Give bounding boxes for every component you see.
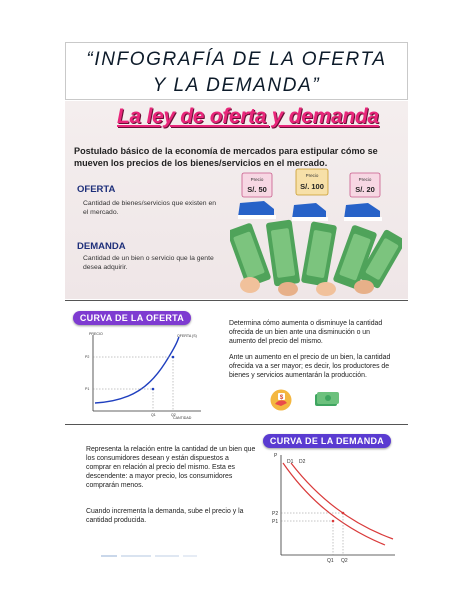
demand-point-2 [342, 512, 345, 515]
demand-label-d1: D1 [287, 459, 294, 465]
demand-curve-chart [261, 449, 401, 565]
demand-curve-title: CURVA DE LA DEMANDA [263, 434, 391, 448]
supply-ylabel: PRECIO [89, 332, 103, 336]
demand-label-d2: D2 [299, 459, 306, 465]
shoe-icon [292, 203, 328, 221]
supply-tick-p1: P1 [85, 387, 90, 391]
demand-text-2: Cuando incrementa la demanda, sube el precio y la cantidad producida. [86, 508, 244, 524]
money-bill-icon [266, 220, 301, 287]
price-tag-2-label: Precio [305, 173, 319, 178]
demand-tick-q1: Q1 [327, 558, 334, 564]
demanda-definition: Cantidad de un bien o servicio que la gente desea adquirir. [83, 255, 214, 271]
demand-tick-p1: P1 [272, 519, 279, 525]
price-hand-icon [270, 389, 292, 411]
faded-footer-text [101, 553, 211, 559]
supply-curve-line [95, 337, 179, 403]
intro-text: Postulado básico de la economía de mercados para estipular cómo se mueven los precios de los bienes/servicios en el mercado. [74, 146, 378, 168]
title-line-1: “INFOGRAFÍA DE LA OFERTA [86, 49, 387, 70]
demanda-heading: DEMANDA [77, 241, 126, 252]
supply-text-1: Determina cómo aumenta o disminuye la cantidad ofrecida de un bien ante una disminución o un aumento del precio del mismo. [229, 320, 383, 345]
demand-text-1: Representa la relación entre la cantidad de un bien que los consumidores desean y están dispuestos a comprar en relación al precio del mismo. Esta es descendente: a mayor precio, los consumidores comprarán menos. [86, 446, 256, 489]
oferta-definition: Cantidad de bienes/servicios que existen en el mercado. [83, 200, 217, 216]
price-tag-2 [296, 169, 328, 195]
price-tag-2-value: S/. 100 [300, 182, 324, 191]
supply-tick-p2: P2 [85, 355, 90, 359]
price-tag-3 [350, 173, 380, 197]
title-line-2: Y LA DEMANDA” [152, 75, 321, 96]
price-tag-1 [242, 173, 272, 197]
svg-text:$: $ [279, 395, 284, 401]
shoes-money-illustration [230, 167, 402, 297]
supply-text-2: Ante un aumento en el precio de un bien, la cantidad ofrecida va a ser mayor; es decir, los productores de bienes y servicios aumentarán la producción. [229, 354, 391, 379]
supply-curve-chart [73, 327, 211, 421]
supply-xlabel: CANTIDAD [173, 416, 192, 420]
price-tag-1-value: S/. 50 [247, 185, 267, 194]
oferta-heading: OFERTA [77, 184, 116, 195]
supply-tick-q1: Q1 [151, 413, 156, 417]
price-tag-3-label: Precio [358, 177, 372, 182]
poster-title: La ley de oferta y demanda [117, 105, 379, 128]
demand-tick-p2: P2 [272, 511, 279, 517]
section-divider [65, 300, 408, 301]
supply-point-1 [152, 388, 155, 391]
price-tag-1-label: Precio [250, 177, 264, 182]
demand-point-1 [332, 520, 335, 523]
supply-tick-q2: Q2 [171, 413, 176, 417]
price-tag-3-value: S/. 20 [355, 185, 375, 194]
supply-point-2 [172, 356, 175, 359]
supply-curve-title: CURVA DE LA OFERTA [73, 311, 191, 325]
demand-curve-d2 [291, 463, 393, 539]
money-bills-icon [314, 390, 340, 410]
shoe-icon [344, 203, 382, 221]
infographic-poster [65, 101, 408, 613]
section-divider [65, 424, 408, 425]
money-bill-icon [301, 221, 337, 287]
shoe-icon [238, 201, 276, 219]
demand-curve-d1 [283, 463, 385, 545]
demand-ylabel: P [274, 453, 278, 459]
title-box [65, 42, 408, 100]
demand-tick-q2: Q2 [341, 558, 348, 564]
supply-curve-label: OFERTA (S) [177, 334, 197, 338]
